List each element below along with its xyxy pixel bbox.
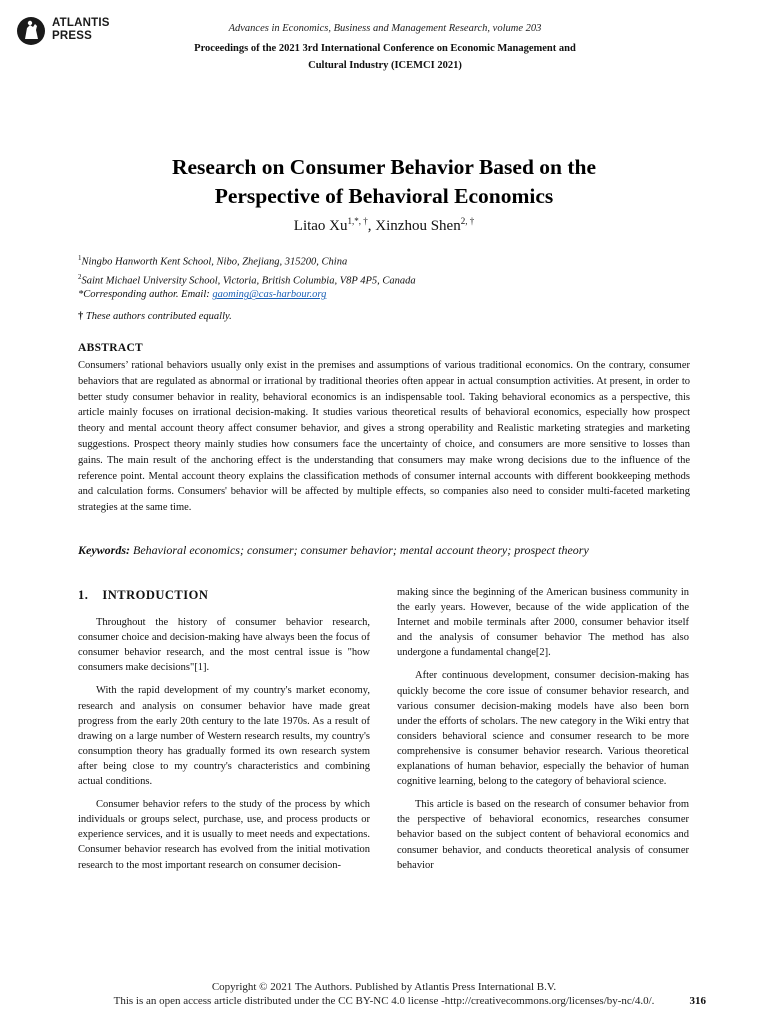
affiliation-marker: 1 xyxy=(78,254,82,262)
corresponding-label: *Corresponding author. Email: xyxy=(78,289,213,301)
author-separator: , xyxy=(367,218,376,234)
keywords-label: Keywords: xyxy=(78,543,130,557)
paragraph: Consumer behavior refers to the study of the process by which individuals or groups select, purchase, use, and process products or experience services, and it is usually to meet needs and expectations. Consumer behavior research has evolved from the initial motivation research to the most important research on consumer decision- xyxy=(78,799,370,871)
paragraph: Throughout the history of consumer behavior research, consumer choice and decision-making have always been the focus of consumer behavior research, and the most central issue is "how consumers make decisions"[1]. xyxy=(78,617,370,674)
copyright-line: Copyright © 2021 The Authors. Published by Atlantis Press International B.V. xyxy=(211,981,557,993)
title-line2: Perspective of Behavioral Economics xyxy=(214,184,554,208)
proceedings-line1: Proceedings of the 2021 3rd International Conference on Economic Management and xyxy=(194,43,576,54)
contribution-note xyxy=(78,311,232,322)
left-column xyxy=(78,588,370,881)
author-name: Xinzhou Shen xyxy=(375,218,461,234)
abstract-heading: ABSTRACT xyxy=(78,342,144,354)
section-number: 1. xyxy=(78,588,89,602)
affiliation-marker: 2 xyxy=(78,272,82,281)
dagger-mark: † xyxy=(78,311,84,322)
keywords-text: Behavioral economics; consumer; consumer behavior; mental account theory; prospect theory xyxy=(130,543,589,557)
proceedings-line2: Cultural Industry (ICEMCI 2021) xyxy=(308,60,462,71)
abstract-body: Consumers’ rational behaviors usually only exist in the premises and assumptions of various traditional economics. On the contrary, consumer behaviors that are regulated as abnormal or irrational by traditional theories often appear in actual consumption activities. At present, in order to better study consumer behavior in reality, behavioral economics is an indispensable tool. Taking behavioral economics as a perspective, this article mainly focuses on irrational decision-making. It studies various theoretical results of behavioral economics, especially how prospect theory and mental account theory affect consumer behavior, and gives a strong operability and Realistic marketing strategies and marketing suggestions. Prospect theory mainly studies how consumers face the uncertainty of choice, and consumers are more sensitive to losses than gains. The main result of the anchoring effect is the understanding that consumers may make wrong decisions due to the influence of the reference point. Mental account theory explains the classification methods of consumer internal accounts with different bookkeeping methods and calculation forms. Consumers' behavior will be affected by multiple effects, so companies also need to consider multi-faceted marketing strategies at the same time. xyxy=(78,360,690,514)
logo-text-line2: PRESS xyxy=(52,30,92,42)
affiliation-text: Ningbo Hanworth Kent School, Nibo, Zhejiang, 315200, China xyxy=(81,256,348,268)
affiliations xyxy=(78,251,416,303)
paragraph-continuation: making since the beginning of the American business community in the early years. However, because of the wide application of the Internet and mobile terminals after 2000, consumer behavior itself and the analysis of consumer behavior The method has also undergone a fundamental change[2]. xyxy=(397,587,689,659)
section-title: INTRODUCTION xyxy=(102,588,209,602)
paragraph: After continuous development, consumer decision-making has quickly become the core issue of consumer behavior research, and various consumer decision-making models have also been born under the efforts of scholars. The new category in the Wiki entry that considers behavioral science and consumer research to be more comprehensive is consumer behavior research. Various theoretical explanations of human behavior, especially the behavior of human cognitive learning, belong to the category of behavioral science. xyxy=(397,670,689,788)
paragraph: With the rapid development of my country's market economy, research and analysis on consumer behavior have made great progress from the early 20th century to the late 1970s. As a result of drawing on a large number of Western research results, my country's consumption theory has gradually formed its own research system after being close to my country's characteristics and combining actual conditions. xyxy=(78,685,370,788)
author-superscript: 2, † xyxy=(460,216,475,226)
publisher-logo xyxy=(16,14,126,46)
author-name: Litao Xu xyxy=(293,218,348,234)
email-link[interactable]: gaoming@cas-harbour.org xyxy=(212,289,327,301)
journal-series: Advances in Economics, Business and Management Research, volume 203 xyxy=(228,23,542,34)
affiliation-text: Saint Michael University School, Victoria, British Columbia, V8P 4P5, Canada xyxy=(81,275,416,287)
page-number: 316 xyxy=(689,995,706,1007)
proceedings-title xyxy=(150,40,620,74)
right-column xyxy=(397,585,689,881)
section-heading xyxy=(78,588,370,603)
logo-text-line1: ATLANTIS xyxy=(52,17,110,29)
contribution-text: These authors contributed equally. xyxy=(83,311,232,322)
author-superscript: 1,*, † xyxy=(347,216,368,226)
author-list xyxy=(0,216,768,235)
title-line1: Research on Consumer Behavior Based on the xyxy=(171,155,597,179)
affiliation-1 xyxy=(78,251,416,270)
affiliation-2 xyxy=(78,270,416,289)
paper-title xyxy=(60,153,708,211)
license-line: This is an open access article distributed under the CC BY-NC 4.0 license -http://creativecommons.org/licenses/by-nc/4.0/. xyxy=(113,995,655,1007)
keywords xyxy=(78,543,698,558)
paragraph: This article is based on the research of consumer behavior from the perspective of behavioral economics, researches consumer behavior based on the subject content of behavioral economics and consumer behavior, and conducts theoretical analysis of consumer behavior xyxy=(397,799,689,871)
atlantis-statue-icon xyxy=(16,16,46,46)
corresponding-author xyxy=(78,288,416,302)
